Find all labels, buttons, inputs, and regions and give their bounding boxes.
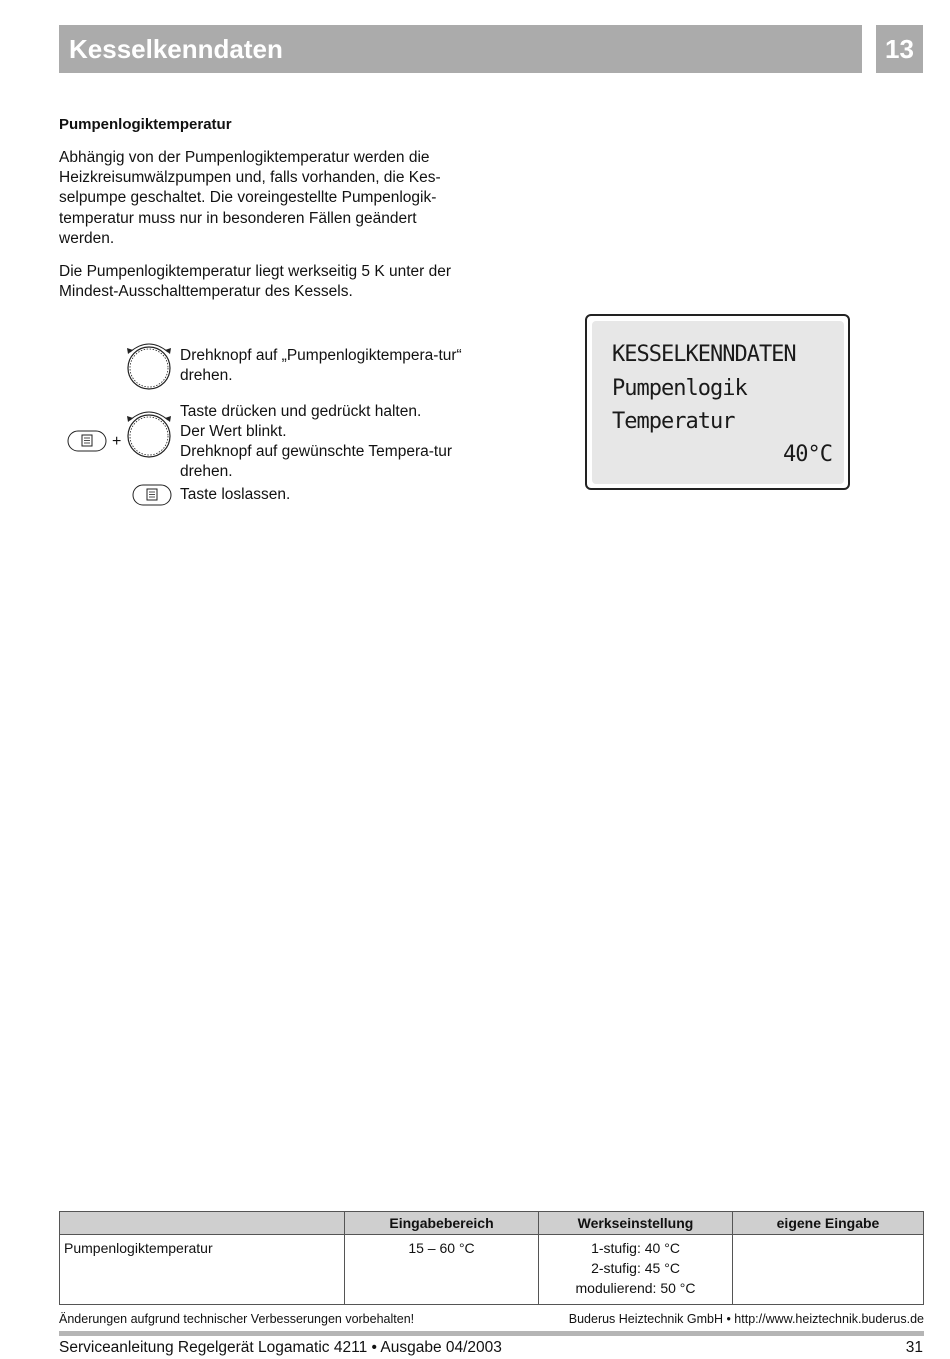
default-modulating: modulierend: 50 °C [575,1280,696,1296]
page-number: 31 [905,1339,923,1356]
paragraph-intro: Abhängig von der Pumpenlogiktemperatur werden die Heizkreisumwälzpumpen und, falls vorhanden, die Kes-selpumpe geschaltet. Die voreingestellte Pumpenlogik-temperatur muss nur in besonderen Fällen geändert werden. [59,149,441,247]
table-row [60,1235,924,1305]
parameter-table [59,1211,924,1305]
header-cell-range: Eingabebereich [345,1212,539,1235]
default-1-stage: 1-stufig: 40 °C [591,1240,680,1256]
paragraph-default: Die Pumpenlogiktemperatur liegt werkseitig 5 K unter der Mindest-Ausschalttemperatur des Kessels. [59,263,451,301]
rotary-knob-icon [124,406,174,460]
step-value-blinks: Der Wert blinkt. [180,423,287,440]
footer-title: Serviceanleitung Regelgerät Logamatic 4211 • Ausgabe 04/2003 [59,1339,502,1356]
lcd-line-1: KESSELKENNDATEN [612,342,796,367]
header-cell-empty [60,1212,345,1235]
display-key-icon [67,430,107,452]
step-turn-knob: Drehknopf auf „Pumpenlogiktempera-tur“ drehen. [180,347,462,385]
table-header-row [60,1212,924,1235]
header-cell-default: Werkseinstellung [539,1212,733,1235]
header-bar [59,25,862,73]
cell-range: 15 – 60 °C [345,1235,539,1305]
disclaimer-note: Änderungen aufgrund technischer Verbesserungen vorbehalten! [59,1312,415,1326]
cell-parameter-name: Pumpenlogiktemperatur [60,1235,345,1305]
lcd-line-2: Pumpenlogik [612,376,747,401]
step-press-key: Taste drücken und gedrückt halten. [180,403,422,420]
page-title: Kesselkenndaten [69,34,283,64]
default-2-stage: 2-stufig: 45 °C [591,1260,680,1276]
footer-divider [59,1331,924,1336]
cell-defaults [539,1235,733,1305]
lcd-line-3: Temperatur [612,409,735,434]
display-key-icon [132,484,172,506]
step-set-temperature: Drehknopf auf gewünschte Tempera-tur drehen. [180,443,452,481]
cell-own-input [733,1235,924,1305]
section-heading: Pumpenlogiktemperatur [59,116,232,133]
lcd-screen [592,321,844,484]
lcd-display [585,314,850,490]
lcd-temperature-value: 40°C [783,442,832,467]
step-release-key: Taste loslassen. [180,486,291,503]
rotary-knob-icon [124,338,174,392]
chapter-number: 13 [876,25,923,73]
plus-sign: + [112,433,122,450]
company-note: Buderus Heiztechnik GmbH • http://www.heiztechnik.buderus.de [568,1312,924,1326]
header-cell-own: eigene Eingabe [733,1212,924,1235]
